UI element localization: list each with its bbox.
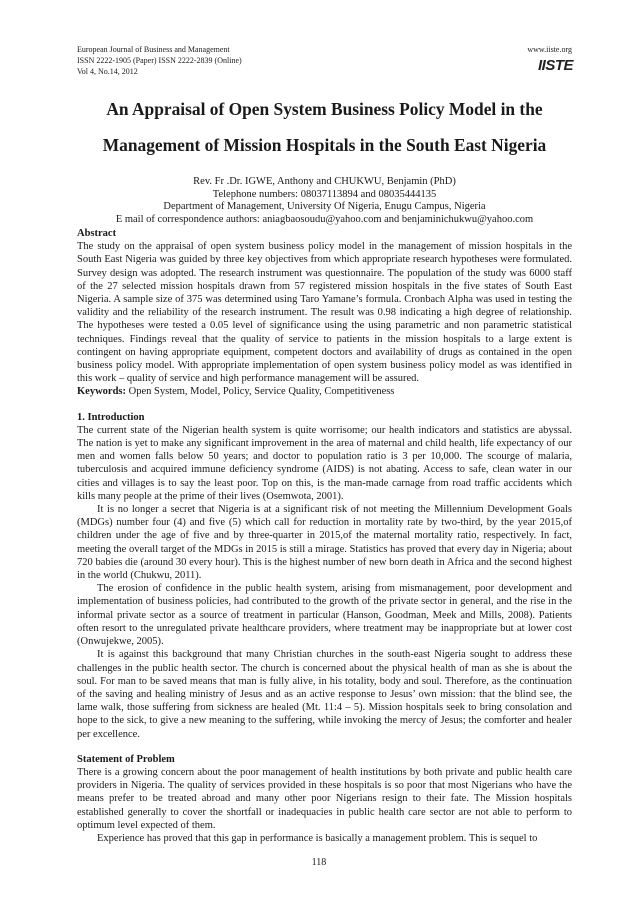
journal-header: [77, 44, 242, 77]
paper-title: An Appraisal of Open System Business Policy Model in the Management of Mission Hospitals in the South East Nigeria: [102, 99, 547, 155]
body-text: [77, 227, 572, 845]
iiste-logo: IISTE: [538, 57, 574, 74]
introduction-paragraph: It is no longer a secret that Nigeria is at a significant risk of not meeting the Millennium Development Goals (MDGs) number four (4) and five (5) which call for reduction in mortality rate by two-third, by the year 2015,of children under the age of five and by three-quarter in 2015,of the maternal mortality ratio, respectively. In fact, meeting the overall target of the MDGs in 2015 is still a mirage. Statistics has proved that every day in Nigeria; about 720 babies die (around 30 every hour). This is the highest number of new born death in Africa and the second highest in the world (Chukwu, 2011).: [77, 504, 572, 582]
introduction-paragraph: The current state of the Nigerian health system is quite worrisome; our health indicators and statistics are abyssal. The nation is yet to make any significant improvement in the area of maternal and child health, life expectancy of our men and women falls below 50 years; and doctor to population ratio is 3 per 10,000. The scourge of malaria, tuberculosis and acquired immune deficiency syndrome (AIDS) is not abating. Access to safe, clean water in our cities and villages is to say the least poor. Top on this, is the man-made carnage from road traffic accidents which kills many people at the prime of their lives (Osemwota, 2001).: [77, 424, 572, 502]
introduction-heading: 1. Introduction: [77, 411, 145, 423]
journal-issn: ISSN 2222-1905 (Paper) ISSN 2222-2839 (Online): [77, 56, 242, 65]
problem-heading: Statement of Problem: [77, 753, 175, 765]
journal-website: www.iiste.org: [527, 45, 572, 54]
journal-volume: Vol 4, No.14, 2012: [77, 67, 138, 76]
abstract-text: The study on the appraisal of open system business policy model in the management of mission hospitals in the South East Nigeria was guided by three key objectives from which appropriate research hypotheses were formulated. Survey design was adopted. The research instrument was questionnaire. The population of the study was 6000 staff of the 27 selected mission hospitals drawn from 57 registered mission hospitals in the five states of South East Nigeria. A sample size of 375 was determined using Taro Yamane’s formula. Cronbach Alpha was used in testing the validity and the reliability of the research instrument. The result was 0.98 indicating a high degree of relationship. The hypotheses were tested a 0.05 level of significance using the using parametric and non parametric statistical techniques. Findings reveal that the quality of service to patients in the mission hospitals to a large extent is contingent on having appropriate equipment, competent doctors and availability of drugs as contained in the open business policy model. With appropriate implementation of open system business policy model as was identified in this work – quality of service and high performance management will be assured.: [77, 241, 572, 385]
author-names: Rev. Fr .Dr. IGWE, Anthony and CHUKWU, Benjamin (PhD): [193, 176, 456, 187]
author-email: E mail of correspondence authors: aniagbaosoudu@yahoo.com and benjaminichukwu@yahoo.com: [115, 213, 534, 225]
author-phone: Telephone numbers: 08037113894 and 08035444135: [212, 188, 437, 200]
page-number: 118: [311, 857, 327, 868]
introduction-paragraph: The erosion of confidence in the public health system, arising from mismanagement, poor development and implementation of business policies, had contributed to the growth of the private sector in general, and the rise in the informal private sector as a source of treatment in particular (Hanson, Goodman, Meek and Mills, 2008). Patients often resort to the unregulated private healthcare providers, where treatment may be inappropriate but at lower cost (Onwujekwe, 2005).: [77, 583, 572, 648]
author-department: Department of Management, University Of Nigeria, Enugu Campus, Nigeria: [163, 201, 486, 213]
keywords-line: [77, 385, 572, 398]
journal-name: European Journal of Business and Management: [77, 45, 230, 54]
keywords-text: Open System, Model, Policy, Service Quality, Competitiveness: [128, 386, 395, 398]
introduction-paragraph: It is against this background that many Christian churches in the south-east Nigeria sought to address these challenges in the public health sector. The church is concerned about the physical health of man as she is about the soul. For man to be saved means that man is fully alive, in his totality, body and soul. Therefore, as the continuation of the saving and healing ministry of Jesus and as an active response to Jesus’ own mission: that the blind see, the lame walk, those suffering from sickness are healed (Mt. 11:4 – 5). Mission hospitals seek to bring consolation and hope to the sick, to give a new meaning to the suffering, while invoking the mercy of Jesus; the comforter and healer per excellence.: [77, 649, 572, 740]
problem-paragraph: Experience has proved that this gap in performance is basically a management problem. This is sequel to: [97, 832, 538, 844]
keywords-label: Keywords:: [77, 386, 126, 398]
author-block: [77, 176, 572, 226]
problem-paragraph: There is a growing concern about the poor management of health institutions by both private and public health care providers in Nigeria. The quality of services provided in these hospitals is so poor that most Nigerians who have the means prefer to be treated abroad and many other poor Nigerians resign to their fate. The Mission hospitals established generally to cover the shortfall or inadequacies in public health care sector are not able to perform to optimum level expected of them.: [77, 766, 572, 831]
abstract-heading: Abstract: [77, 228, 117, 239]
